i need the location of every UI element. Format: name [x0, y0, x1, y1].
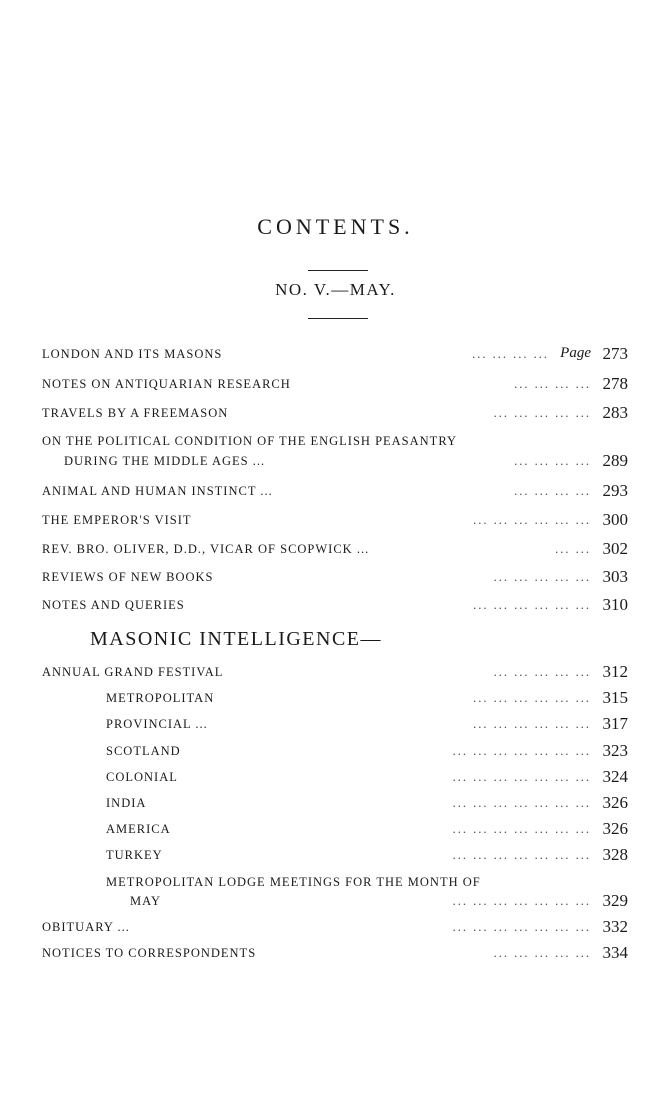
title-rule-bottom: [308, 318, 368, 319]
toc-entry-leader: ... ... ... ...: [514, 484, 591, 498]
toc-entry-page: 334: [602, 943, 628, 962]
toc-entry-leader: ... ... ... ... ...: [493, 570, 591, 584]
toc-entry-label: DURING THE MIDDLE AGES ...: [64, 454, 266, 468]
toc-entry-page: 293: [602, 481, 628, 500]
toc-entry: [0, 481, 671, 506]
toc-entry-page: 302: [602, 539, 628, 558]
toc-entry: [0, 434, 671, 456]
toc-entry-label: REVIEWS OF NEW BOOKS: [42, 570, 214, 584]
toc-entry-label: REV. BRO. OLIVER, D.D., VICAR OF SCOPWICK ...: [42, 542, 370, 556]
toc-entry-page: 283: [602, 403, 628, 422]
toc-entry-label: OBITUARY ...: [42, 920, 130, 934]
toc-entry: [0, 891, 671, 916]
toc-entry-page: 328: [602, 845, 628, 864]
toc-entry-leader: ... ... ... ... ... ... ...: [452, 848, 591, 862]
toc-entry: [0, 793, 671, 818]
toc-entry-leader: ... ... ... ... ... ... ...: [452, 796, 591, 810]
toc-entry: [0, 595, 671, 620]
toc-entry-leader: ... ... ... ... ...: [493, 406, 591, 420]
toc-entry-leader: ... ...: [555, 542, 591, 556]
toc-entry-label: METROPOLITAN: [106, 691, 215, 705]
toc-entry-page: 312: [602, 662, 628, 681]
issue-number: NO. V.—MAY.: [275, 280, 396, 299]
section-heading: MASONIC INTELLIGENCE—: [90, 628, 383, 650]
toc-entry-page: 323: [602, 741, 628, 760]
toc-entry: [0, 819, 671, 844]
toc-entry-label: TURKEY: [106, 848, 163, 862]
toc-entry-label: ANNUAL GRAND FESTIVAL: [42, 665, 224, 679]
toc-entry-leader: ... ... ... ... ... ... ...: [452, 770, 591, 784]
toc-entry-page: 300: [602, 510, 628, 529]
toc-entry: [0, 714, 671, 739]
toc-entry-label: NOTICES TO CORRESPONDENTS: [42, 946, 257, 960]
toc-entry-page: 326: [602, 819, 628, 838]
toc-entry: [0, 917, 671, 942]
toc-entry: [0, 374, 671, 399]
toc-entry-leader: ... ... ... ... ... ...: [473, 717, 591, 731]
toc-entry-page: 273: [602, 344, 628, 363]
toc-entry: [0, 403, 671, 428]
toc-entry: [0, 688, 671, 713]
toc-entry: [0, 943, 671, 968]
toc-entry-label: METROPOLITAN LODGE MEETINGS FOR THE MONTH OF: [106, 875, 481, 889]
toc-entry: [0, 662, 671, 687]
toc-entry: [0, 767, 671, 792]
toc-entry-label: TRAVELS BY A FREEMASON: [42, 406, 229, 420]
toc-entry-leader: ... ... ... ...: [472, 347, 549, 361]
toc-entry: [0, 567, 671, 592]
toc-entry-page: 278: [602, 374, 628, 393]
title-rule-top: [308, 270, 368, 271]
toc-entry-label: INDIA: [106, 796, 147, 810]
toc-entry-page: 329: [602, 891, 628, 910]
toc-entry-page: 315: [602, 688, 628, 707]
toc-entry-page: 324: [602, 767, 628, 786]
toc-entry-label: NOTES ON ANTIQUARIAN RESEARCH: [42, 377, 291, 391]
toc-entry-page: 303: [602, 567, 628, 586]
toc-entry-leader: ... ... ... ... ...: [493, 665, 591, 679]
toc-entry-label: NOTES AND QUERIES: [42, 598, 185, 612]
toc-entry: [0, 845, 671, 870]
page-word: Page: [560, 345, 591, 361]
toc-entry-leader: ... ... ... ...: [514, 377, 591, 391]
toc-entry: [0, 539, 671, 564]
toc-entry-label: LONDON AND ITS MASONS: [42, 347, 223, 361]
toc-entry: [0, 344, 671, 369]
toc-entry-leader: ... ... ... ... ... ...: [473, 598, 591, 612]
toc-entry-leader: ... ... ... ...: [514, 454, 591, 468]
toc-entry-page: 326: [602, 793, 628, 812]
toc-entry-leader: ... ... ... ... ... ... ...: [452, 894, 591, 908]
toc-entry-label: ON THE POLITICAL CONDITION OF THE ENGLISH PEASANTRY: [42, 434, 457, 448]
toc-entry-label: PROVINCIAL ...: [106, 717, 208, 731]
toc-entry-label: SCOTLAND: [106, 744, 181, 758]
toc-entry-page: 310: [602, 595, 628, 614]
toc-entry-leader: ... ... ... ... ... ...: [473, 513, 591, 527]
page-title: CONTENTS.: [257, 214, 414, 239]
toc-entry-leader: ... ... ... ... ... ...: [473, 691, 591, 705]
toc-entry-leader: ... ... ... ... ...: [493, 946, 591, 960]
toc-entry-label: ANIMAL AND HUMAN INSTINCT ...: [42, 484, 273, 498]
toc-entry-leader: ... ... ... ... ... ... ...: [452, 744, 591, 758]
toc-entry: [0, 741, 671, 766]
toc-entry-label: COLONIAL: [106, 770, 178, 784]
toc-entry-page: 332: [602, 917, 628, 936]
toc-entry-label: MAY: [130, 894, 162, 908]
toc-entry-label: AMERICA: [106, 822, 171, 836]
toc-entry-leader: ... ... ... ... ... ... ...: [452, 822, 591, 836]
toc-entry-label: THE EMPEROR'S VISIT: [42, 513, 192, 527]
toc-entry-page: 317: [602, 714, 628, 733]
toc-entry: [0, 510, 671, 535]
toc-entry: [0, 451, 671, 476]
toc-entry-leader: ... ... ... ... ... ... ...: [452, 920, 591, 934]
toc-entry-page: 289: [602, 451, 628, 470]
